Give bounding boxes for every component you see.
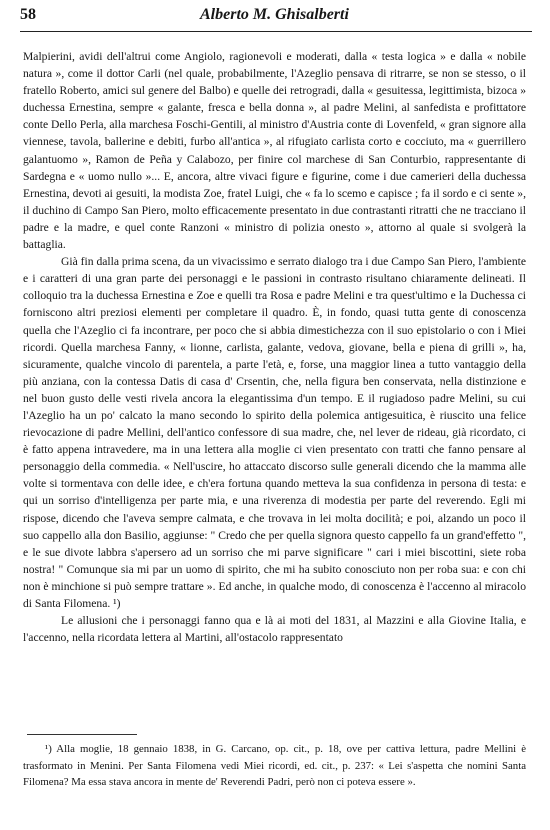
running-head: Alberto M. Ghisalberti bbox=[200, 6, 349, 23]
header-rule bbox=[20, 31, 532, 32]
footnote-divider bbox=[27, 734, 137, 735]
page-number: 58 bbox=[20, 6, 36, 23]
page-header bbox=[20, 6, 530, 32]
paragraph-3: Le allusioni che i personaggi fanno qua e là ai moti del 1831, al Mazzini e alla Giovine Italia, e l'accenno, nella ricordata lettera al Martini, all'ostacolo rappresentato bbox=[23, 614, 526, 645]
paragraph-1: Malpierini, avidi dell'altrui come Angiolo, ragionevoli e moderati, dalla « testa logica » e dalla « nobile natura », come il dottor Carli (nel quale, probabilmente, l'Azeglio pensava di ritrarre, se non se stesso, o il fratello Roberto, amici sul genere del Balbo) e quelle dei retrogradi, dalla « gesuitessa, legittimista, bizoca » duchessa Ernestina, sempre « galante, fresca e bella donna », al padre Melini, al sanfedista e profittatore conte Dello Perla, alla marchesa Foschi-Gentili, al ministro d'Austria conte di Lovenfeld, « gran signore alla viennese, tavola, ballerine e debiti, furbo all'antica », al rifugiato carlista corto e cocciuto, ma « guerrillero galantuomo », Ramon de Peña y Calabozo, per finire col marchese di San Conturbio, rappresentante di Sardegna e « uomo nullo »... E, ancora, altre vivaci figure e figurine, come i due camerieri della duchessa Ernestina, devoti ai gesuiti, la modista Zoe, fratel Luigi, che « fa lo scemo e capisce ; fa il sordo e ci sente », il duchino di Campo San Piero, molto efficacemente presentato in due contrastanti ritratti che ne tracciano il padre e la madre, e quel conte Ranzoni « ministro di polizia onesto », attorno al quale si svolgerà la battaglia. bbox=[23, 50, 526, 252]
paragraph-2: Già fin dalla prima scena, da un vivacissimo e serrato dialogo tra i due Campo San Piero, l'ambiente e i caratteri di una gran parte dei personaggi e le passioni in contrasto risultano chiaramente delineati. Il colloquio tra la duchessa Ernestina e Zoe e quelli tra Rosa e padre Melini e tra quest'ultimo e la Duchessa ci forniscono altri preziosi elementi per completare il quadro. È, in fondo, quasi tutta gente di conoscenza quella che l'Azeglio ci fa incontrare, per poco che si abbia dimestichezza con il suo epistolario o con i Miei ricordi. Quella marchesa Fanny, « lionne, carlista, galante, vedova, giovane, bella e piena di grilli », ha, sicuramente, qualche vincolo di parentela, a parte l'età, e, forse, una maggior linea a tutto vantaggio della più anziana, con la contessa Datis di casa d' Crsentin, che, nella figura ben conservata, nella distinzione e nel buon gusto delle vesti rivela ancora la elegantissima d'un tempo. E il rugiadoso padre Melini, su cui l'Azeglio ha un po' calcato la mano secondo lo spirito della polemica antigesuitica, è riuscito una felice rievocazione di padre Mellini, dell'antico confessore di sua madre, che, nel lever de rideau, già ricordato, ci è fatto appena intravedere, ma in una lettera alla moglie ci vien presentato con tratti che fanno pensare al personaggio della commedia. « Nell'uscire, ho attaccato discorso sulle generali dicendo che la mamma alle volte si tormentava con delle idee, e ch'era fortuna quando metteva la sua confidenza in persona di testa: e qui un sorriso d'intelligenza per parte mia, e una riverenza di modestia per parte del reverendo. Egli mi rispose, dicendo che l'aveva sempre calmata, e che trovava in lei molta docilità; e poi, alzando un poco il suo cappello alla don Basilio, aggiunse: " Credo che per quella signora questo cappello fa un grand'effetto ", e le sue divote labbra s'apersero ad un sorriso che mi parve significare " cari i miei biscottini, siete roba nostra! " Comunque sia mi par un uomo di spirito, che mi ha subito conosciuto non per roba sua: e con chi non è minchione si può sempre trattare ». Ed anche, in qualche modo, di conoscenza è l'accenno al miracolo di Santa Filomena. ¹) bbox=[23, 255, 526, 610]
body-text bbox=[23, 48, 526, 646]
footnote: ¹) Alla moglie, 18 gennaio 1838, in G. Carcano, op. cit., p. 18, ove per cattiva lettura, padre Mellini è trasformato in Menini. Per Santa Filomena vedi Miei ricordi, ed. cit., p. 237: « Lei s'aspetta che nomini Santa Filomena? Ma essa stava ancora in mente de' Reverendi Padri, però non ci poteva essere ». bbox=[23, 743, 526, 788]
